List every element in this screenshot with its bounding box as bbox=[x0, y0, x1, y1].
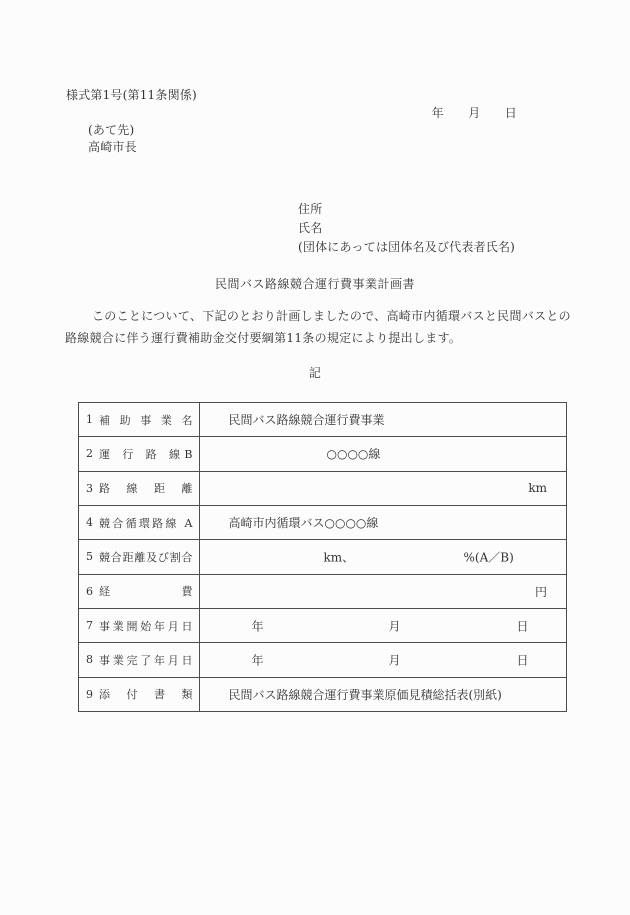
record-mark: 記 bbox=[308, 366, 322, 380]
year-unit: 年 bbox=[251, 619, 264, 634]
row-label-cell bbox=[79, 437, 200, 470]
row-number: 3 bbox=[86, 481, 93, 495]
row-unit-percent: %(A／B) bbox=[463, 550, 514, 565]
applicant-block bbox=[298, 200, 515, 257]
table-row-project-end-date bbox=[79, 642, 566, 676]
table-row-subsidy-project-name bbox=[79, 403, 566, 436]
plan-table bbox=[78, 402, 567, 712]
row-label: 経 費 bbox=[99, 585, 193, 599]
row-value: 民間バス路線競合運行費事業原価見積総括表(別紙) bbox=[228, 687, 502, 702]
applicant-name-label: 氏名 bbox=[298, 221, 323, 235]
row-value-cell bbox=[200, 437, 567, 470]
applicant-address-label: 住所 bbox=[298, 202, 323, 216]
day-unit: 日 bbox=[516, 653, 529, 668]
row-number: 6 bbox=[86, 584, 93, 598]
row-label: 事業完了年月日 bbox=[99, 653, 193, 667]
table-row-expenses bbox=[79, 574, 566, 608]
row-number: 2 bbox=[86, 447, 93, 461]
applicant-representative-note: (団体にあっては団体名及び代表者氏名) bbox=[298, 240, 516, 254]
table-row-competing-loop-route bbox=[79, 505, 566, 539]
row-unit-km: km、 bbox=[323, 550, 355, 565]
body-line: 路線競合に伴う運行費補助金交付要綱第11条の規定により提出します。 bbox=[65, 331, 462, 345]
row-label-cell bbox=[79, 678, 200, 711]
row-label: 事業開始年月日 bbox=[99, 619, 193, 633]
table-row-project-start-date bbox=[79, 608, 566, 642]
row-label: 競合循環路線 A bbox=[99, 516, 193, 530]
row-value-cell bbox=[200, 678, 567, 711]
body-paragraph bbox=[65, 305, 571, 349]
row-number: 1 bbox=[86, 413, 93, 427]
row-value-cell bbox=[200, 575, 567, 608]
row-label: 路 線 距 離 bbox=[99, 482, 193, 496]
row-label: 競合距離及び割合 bbox=[99, 550, 193, 564]
row-number: 9 bbox=[86, 687, 93, 701]
row-value-cell bbox=[200, 403, 567, 436]
row-label-cell bbox=[79, 472, 200, 505]
row-label-cell bbox=[79, 540, 200, 573]
row-label-cell bbox=[79, 506, 200, 539]
row-number: 7 bbox=[86, 619, 93, 633]
row-value-cell bbox=[200, 609, 567, 642]
row-value: 高崎市内循環バス○○○○線 bbox=[228, 516, 379, 531]
document-title: 民間バス路線競合運行費事業計画書 bbox=[214, 277, 415, 291]
month-unit: 月 bbox=[388, 619, 401, 634]
row-number: 4 bbox=[86, 516, 93, 530]
row-label-cell bbox=[79, 609, 200, 642]
month-unit: 月 bbox=[388, 653, 401, 668]
table-row-attached-documents bbox=[79, 677, 566, 711]
row-number: 8 bbox=[86, 653, 93, 667]
row-unit: km bbox=[528, 481, 547, 496]
row-value-cell bbox=[200, 472, 567, 505]
table-row-route-distance bbox=[79, 471, 566, 505]
row-value: 民間バス路線競合運行費事業 bbox=[228, 413, 385, 428]
addressee-name: 高崎市長 bbox=[88, 140, 137, 154]
form-number: 様式第1号(第11条関係) bbox=[66, 88, 197, 102]
row-value-cell bbox=[200, 506, 567, 539]
row-label-cell bbox=[79, 403, 200, 436]
row-value-cell bbox=[200, 643, 567, 676]
day-unit: 日 bbox=[516, 619, 529, 634]
row-label: 添 付 書 類 bbox=[99, 688, 193, 702]
row-unit: 円 bbox=[534, 584, 547, 599]
row-number: 5 bbox=[86, 550, 93, 564]
row-label: 補 助 事 業 名 bbox=[99, 413, 193, 427]
row-value: ○○○○線 bbox=[326, 447, 381, 462]
body-line: このことについて、下記のとおり計画しましたので、高崎市内循環バスと民間バスとの bbox=[92, 309, 571, 323]
row-value-cell bbox=[200, 540, 567, 573]
row-label-cell bbox=[79, 643, 200, 676]
year-unit: 年 bbox=[251, 653, 264, 668]
table-row-operating-route bbox=[79, 436, 566, 470]
row-label: 運 行 路 線B bbox=[99, 447, 193, 461]
table-row-competing-distance-ratio bbox=[79, 539, 566, 573]
date-line: 年 月 日 bbox=[431, 106, 517, 120]
addressee-note: (あて先) bbox=[88, 123, 135, 137]
row-label-cell bbox=[79, 575, 200, 608]
